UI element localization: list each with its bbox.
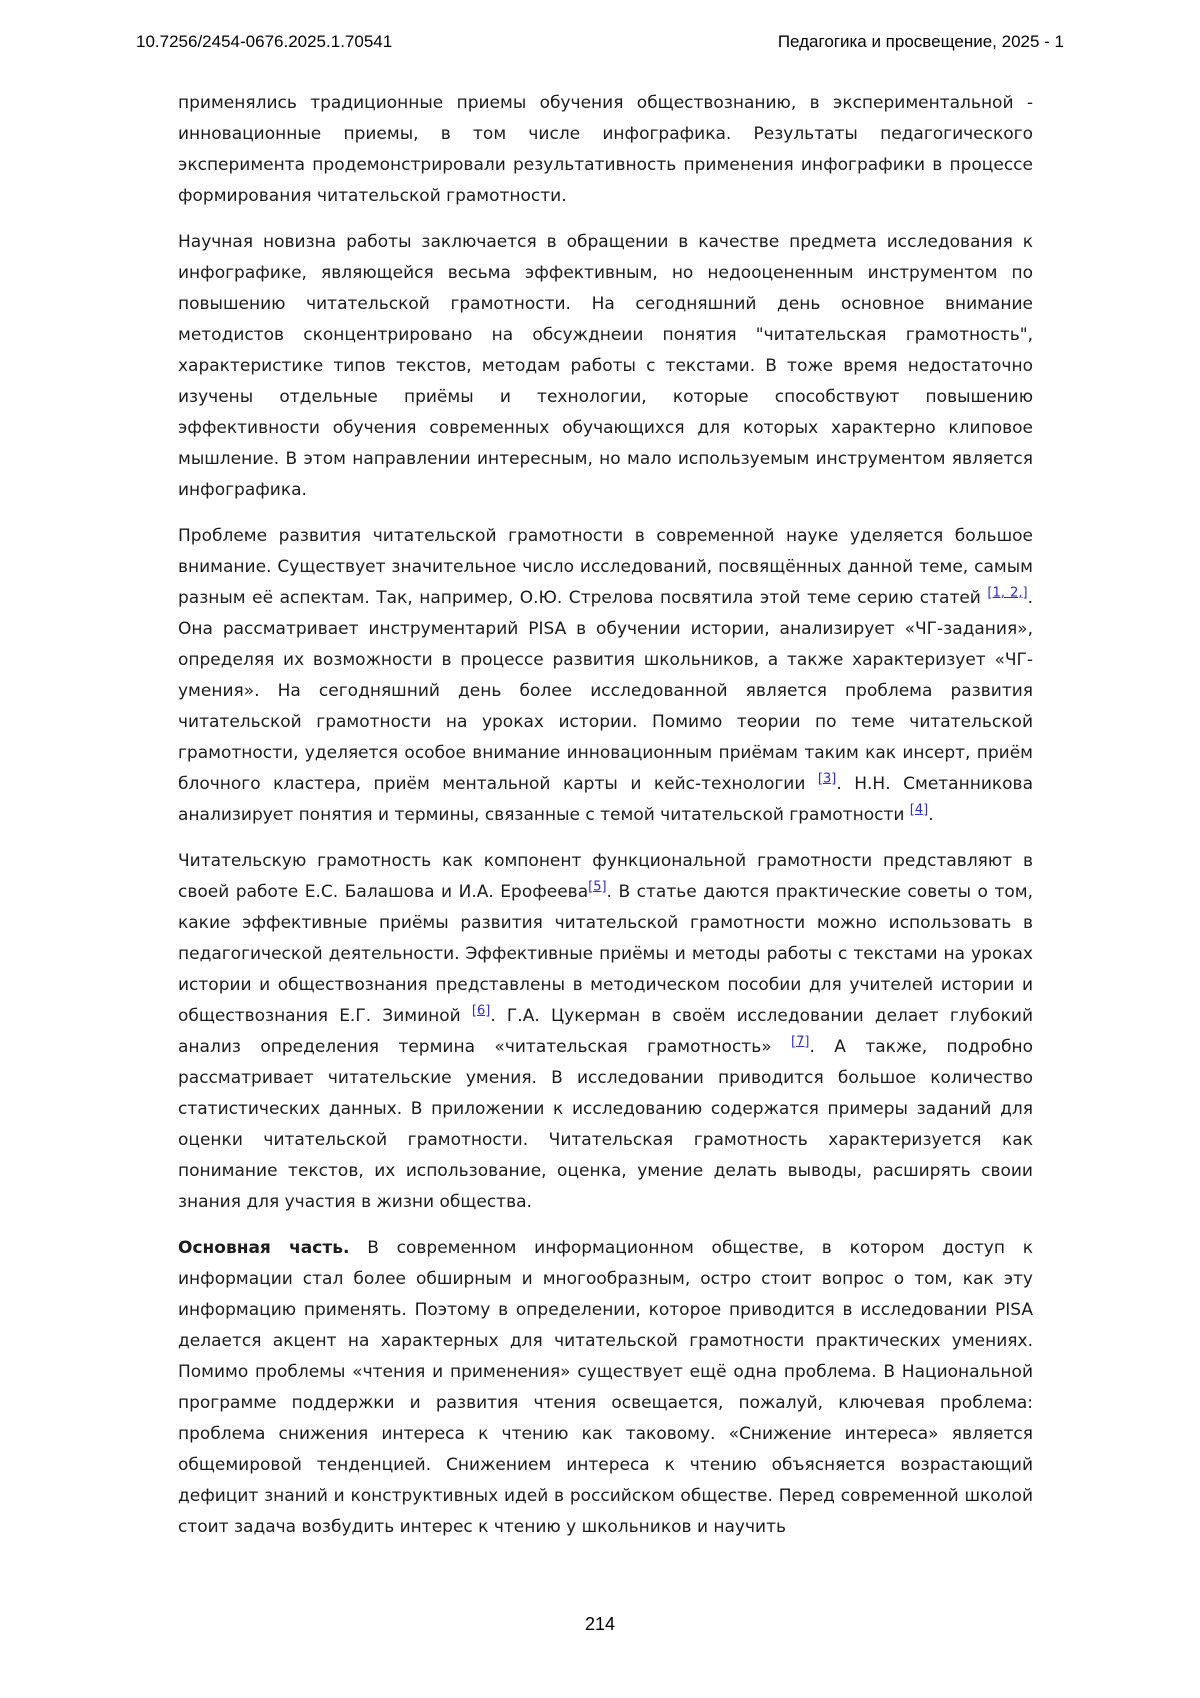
journal-title: Педагогика и просвещение, 2025 - 1 <box>777 32 1064 51</box>
paragraph-text: . В статье даются практические советы о том, какие эффективные приёмы развития читательской грамотности можно использовать в педагогической деятельности. Эффективные приёмы и методы работы с текстами на уроках истории и обществознания представлены в методическом пособии для учителей истории и обществознания Е.Г. Зиминой <box>178 882 1033 1026</box>
citation-link[interactable]: [4] <box>909 802 929 818</box>
citation-link[interactable]: [5] <box>588 879 607 895</box>
paragraph <box>178 521 1033 831</box>
paragraph-text: Читательскую грамотность как компонент функциональной грамотности представляют в своей работе Е.С. Балашова и И.А. Ерофеева <box>178 851 1033 902</box>
citation-link[interactable]: [1, 2,] <box>987 585 1028 601</box>
paragraph-text: Проблеме развития читательской грамотности в современной науке уделяется большое внимание. Существует значительное число исследований, посвящённых данной теме, самым разным её аспектам. Так, например, О.Ю. Стрелова посвятила этой теме серию статей <box>178 526 1033 608</box>
paragraph <box>178 846 1033 1218</box>
paragraph-text: . <box>928 805 934 825</box>
article-body <box>178 88 1033 1543</box>
citation-sup <box>472 1003 490 1018</box>
page-header <box>0 0 1200 52</box>
page-footer <box>0 1614 1200 1635</box>
citation-sup <box>987 585 1027 600</box>
paragraph-text: . Она рассматривает инструментарий PISA в обучении истории, анализирует «ЧГ-задания», определяя их возможности в процессе развития школьников, а также характеризует «ЧГ-умения». На сегодняшний день более исследованной является проблема развития читательской грамотности на уроках истории. Помимо теории по теме читательской грамотности, уделяется особое внимание инновационным приёмам таким как инсерт, приём блочного кластера, приём ментальной карты и кейс-технологии <box>178 588 1033 794</box>
paragraph-text: . Г.А. Цукерман в своём исследовании делает глубокий анализ определения термина «читательская грамотность» <box>178 1006 1034 1057</box>
paragraph-lead-bold: Основная часть. <box>178 1238 350 1258</box>
citation-link[interactable]: [3] <box>817 771 837 787</box>
paragraph-text: Научная новизна работы заключается в обращении в качестве предмета исследования к инфографике, являющейся весьма эффективным, но недооцененным инструментом по повышению читательской грамотности. На сегодняшний день основное внимание методистов сконцентрировано на обсужднеии понятия "читательская грамотность", характеристике типов текстов, методам работы с текстами. В тоже время недостаточно изучены отдельные приёмы и технологии, которые способствуют повышению эффективности обучения современных обучающихся для которых характерно клиповое мышление. В этом направлении интересным, но мало используемым инструментом является инфографика. <box>178 232 1033 500</box>
page-number: 214 <box>584 1614 616 1634</box>
citation-link[interactable]: [6] <box>471 1003 491 1019</box>
citation-sup <box>588 879 606 894</box>
doi-text: 10.7256/2454-0676.2025.1.70541 <box>136 32 393 51</box>
citation-sup <box>910 802 928 817</box>
paragraph-text: применялись традиционные приемы обучения обществознанию, в экспериментальной - инновационные приемы, в том числе инфографика. Результаты педагогического эксперимента продемонстрировали результативность применения инфографики в процессе формирования читательской грамотности. <box>178 93 1033 206</box>
citation-sup <box>791 1034 809 1049</box>
paragraph <box>178 88 1033 212</box>
paragraph <box>178 227 1033 506</box>
citation-sup <box>818 771 836 786</box>
paragraph-text: . А также, подробно рассматривает читательские умения. В исследовании приводится большое количество статистических данных. В приложении к исследованию содержатся примеры заданий для оценки читательской грамотности. Читательская грамотность характеризуется как понимание текстов, их использование, оценка, умение делать выводы, расширять своии знания для участия в жизни общества. <box>178 1037 1033 1212</box>
citation-link[interactable]: [7] <box>791 1034 810 1050</box>
paragraph-text: В современном информационном обществе, в котором доступ к информации стал более обширным и многообразным, остро стоит вопрос о том, как эту информацию применять. Поэтому в определении, которое приводится в исследовании PISA делается акцент на характерных для читательской грамотности практических умениях. Помимо проблемы «чтения и применения» существует ещё одна проблема. В Национальной программе поддержки и развития чтения освещается, пожалуй, ключевая проблема: проблема снижения интереса к чтению как таковому. «Снижение интереса» является общемировой тенденцией. Снижением интереса к чтению объясняется возрастающий дефицит знаний и конструктивных идей в российском обществе. Перед современной школой стоит задача возбудить интерес к чтению у школьников и научить <box>178 1238 1033 1537</box>
paragraph-text: . Н.Н. Сметанникова анализирует понятия и термины, связанные с темой читательской грамотности <box>178 774 1033 825</box>
paragraph <box>178 1233 1033 1543</box>
